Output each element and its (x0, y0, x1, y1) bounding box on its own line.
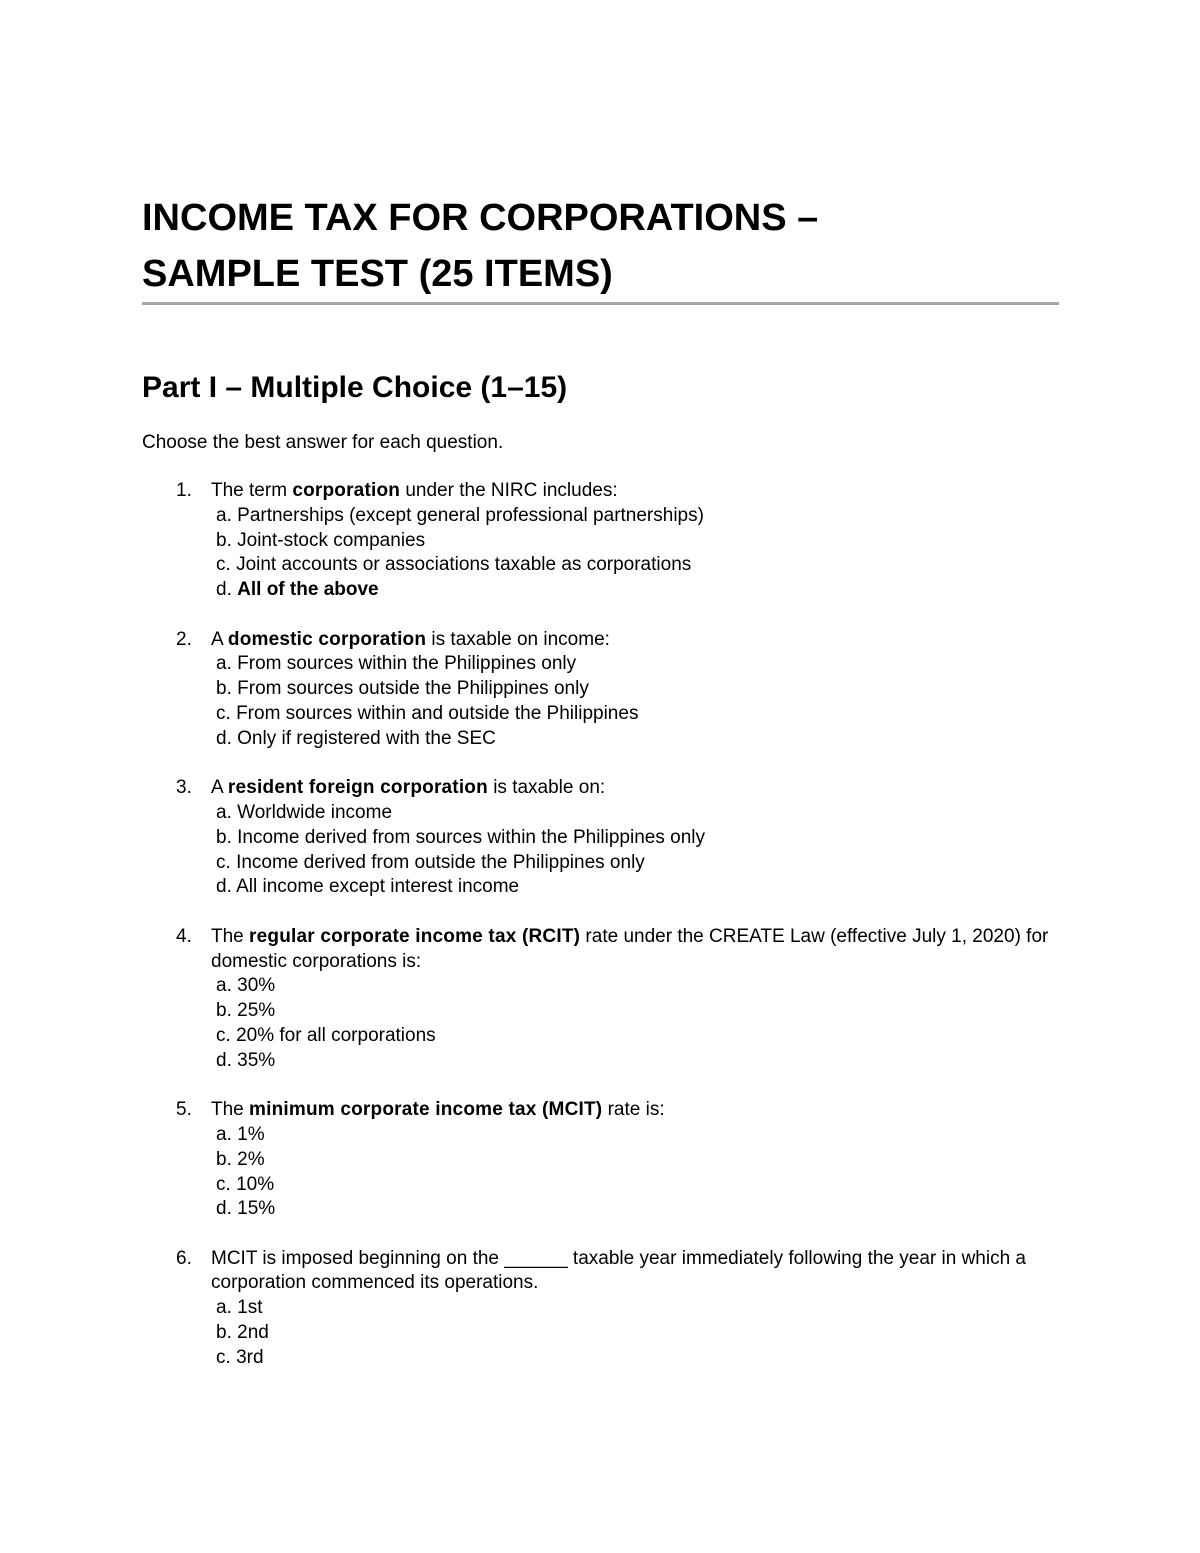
option-text: 10% (236, 1173, 275, 1195)
question-key-term: minimum corporate income tax (MCIT) (249, 1099, 603, 1121)
question-key-term: resident foreign corporation (227, 777, 488, 799)
option-text: 1% (237, 1123, 265, 1145)
answer-option (216, 851, 1062, 876)
option-list (211, 974, 1062, 1073)
question-number: 5. (176, 1099, 192, 1121)
option-text: All of the above (237, 579, 379, 601)
question-stem-text: The (211, 925, 250, 947)
option-text: Only if registered with the SEC (237, 727, 496, 749)
option-list (211, 504, 1062, 603)
question-stem-text: rate under the CREATE Law (effective July 1, 2020) for domestic corporations is: (211, 925, 1049, 972)
answer-option (216, 529, 1062, 554)
option-letter: c. (216, 1346, 231, 1368)
option-letter: a. (216, 504, 232, 526)
answer-option (216, 702, 1062, 727)
option-letter: c. (216, 554, 231, 576)
question-stem (211, 776, 1062, 801)
option-letter: c. (216, 1173, 231, 1195)
option-list (211, 1296, 1062, 1370)
option-letter: d. (216, 727, 232, 749)
answer-option (216, 1197, 1062, 1222)
answer-option (216, 1346, 1062, 1371)
option-letter: a. (216, 653, 232, 675)
question-stem (211, 628, 1062, 653)
document-title (142, 190, 1062, 302)
option-letter: b. (216, 826, 232, 848)
answer-option (216, 801, 1062, 826)
option-list (211, 801, 1062, 900)
part-heading: Part I – Multiple Choice (1–15) (142, 371, 568, 404)
option-text: 2nd (237, 1322, 269, 1344)
option-letter: c. (216, 702, 231, 724)
option-letter: b. (216, 1000, 232, 1022)
question-item (142, 628, 1062, 752)
option-text: Joint accounts or associations taxable as corporations (236, 554, 692, 576)
question-stem (211, 479, 1062, 504)
option-text: 3rd (236, 1346, 264, 1368)
question-stem-text: under the NIRC includes: (400, 480, 618, 501)
answer-option (216, 578, 1062, 603)
question-stem-text: is taxable on income: (426, 628, 610, 650)
option-text: Worldwide income (237, 801, 393, 823)
question-stem-text: The term (211, 480, 293, 501)
answer-option (216, 1321, 1062, 1346)
option-letter: d. (216, 1198, 232, 1220)
answer-option (216, 1296, 1062, 1321)
option-text: 2% (237, 1148, 265, 1170)
option-letter: c. (216, 1024, 231, 1046)
answer-option (216, 999, 1062, 1024)
option-letter: d. (216, 1049, 232, 1071)
question-item (142, 925, 1062, 1074)
question-number: 1. (176, 480, 192, 501)
option-letter: a. (216, 1123, 232, 1145)
answer-option (216, 727, 1062, 752)
option-text: Income derived from sources within the Philippines only (237, 826, 705, 848)
question-item (142, 1247, 1062, 1371)
question-number: 3. (176, 777, 192, 799)
option-text: Income derived from outside the Philippines only (236, 851, 645, 873)
option-letter: c. (216, 851, 231, 873)
answer-option (216, 826, 1062, 851)
answer-option (216, 974, 1062, 999)
question-stem (211, 1098, 1062, 1123)
option-text: 1st (237, 1297, 263, 1319)
option-text: 20% for all corporations (236, 1024, 436, 1046)
answer-option (216, 1123, 1062, 1148)
title-line-1: INCOME TAX FOR CORPORATIONS – (142, 197, 819, 239)
question-stem-text: rate is: (602, 1099, 665, 1121)
question-stem (211, 1247, 1062, 1297)
question-number: 4. (176, 925, 192, 947)
question-item (142, 776, 1062, 900)
answer-option (216, 1024, 1062, 1049)
answer-option (216, 652, 1062, 677)
option-letter: b. (216, 678, 232, 700)
option-text: Joint-stock companies (237, 529, 426, 551)
answer-option (216, 553, 1062, 578)
question-stem-text: A (211, 777, 228, 799)
answer-option (216, 875, 1062, 900)
option-text: 35% (237, 1049, 276, 1071)
answer-option (216, 1049, 1062, 1074)
option-text: From sources within and outside the Philippines (236, 702, 639, 724)
option-text: From sources within the Philippines only (237, 653, 577, 675)
option-text: All income except interest income (236, 876, 520, 898)
question-item (142, 479, 1062, 603)
option-list (211, 652, 1062, 751)
instructions: Choose the best answer for each question. (142, 432, 504, 453)
option-text: 25% (237, 1000, 276, 1022)
option-text: Partnerships (except general professional partnerships) (237, 504, 704, 526)
title-line-2: SAMPLE TEST (25 ITEMS) (142, 253, 613, 295)
answer-option (216, 1173, 1062, 1198)
option-text: 30% (237, 975, 276, 997)
question-key-term: corporation (292, 480, 401, 501)
question-list (142, 479, 1062, 1395)
answer-option (216, 504, 1062, 529)
answer-option (216, 1148, 1062, 1173)
question-number: 6. (176, 1247, 192, 1269)
question-number: 2. (176, 628, 192, 650)
option-letter: a. (216, 801, 232, 823)
question-item (142, 1098, 1062, 1222)
option-letter: a. (216, 1297, 232, 1319)
option-text: From sources outside the Philippines only (237, 678, 589, 700)
option-letter: b. (216, 1148, 232, 1170)
question-key-term: regular corporate income tax (RCIT) (249, 925, 581, 947)
option-letter: a. (216, 975, 232, 997)
question-stem-text: is taxable on: (487, 777, 606, 799)
option-letter: b. (216, 529, 232, 551)
option-letter: b. (216, 1322, 232, 1344)
answer-option (216, 677, 1062, 702)
title-divider (142, 302, 1059, 305)
option-text: 15% (237, 1198, 276, 1220)
question-stem (211, 925, 1062, 975)
option-list (211, 1123, 1062, 1222)
question-stem-text: The (211, 1099, 250, 1121)
question-stem-text: MCIT is imposed beginning on the ______ taxable year immediately following the year in which a corporation commenced its operations. (211, 1247, 1026, 1294)
question-key-term: domestic corporation (227, 628, 427, 650)
option-letter: d. (216, 876, 232, 898)
question-stem-text: A (211, 628, 228, 650)
option-letter: d. (216, 579, 232, 601)
